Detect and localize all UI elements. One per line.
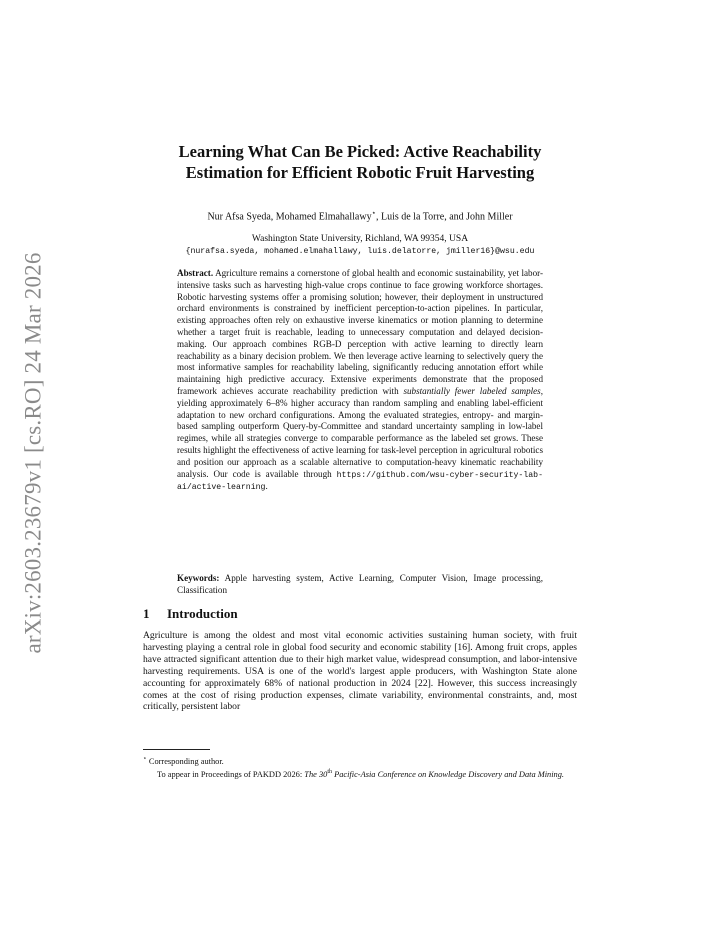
paper-title (140, 141, 580, 183)
abstract-label: Abstract. (177, 268, 214, 278)
affiliation: Washington State University, Richland, WA 99354, USA (251, 234, 469, 244)
section-number: 1 (143, 606, 150, 621)
footnote-corresponding (143, 754, 577, 767)
arxiv-sidebar (14, 252, 54, 654)
footnotes (143, 754, 577, 780)
abstract (177, 268, 543, 494)
keywords (177, 573, 543, 597)
footnote-corresponding-text: Corresponding author. (146, 756, 224, 766)
section-title: Introduction (167, 606, 238, 621)
arxiv-identifier: arXiv:2603.23679v1 [cs.RO] 24 Mar 2026 (21, 252, 47, 654)
code-link[interactable]: https://github.com/wsu-cyber-security-lab-ai/active-learning (177, 470, 543, 493)
abstract-end: . (265, 481, 268, 492)
section-heading-introduction (143, 606, 238, 622)
keywords-text: Apple harvesting system, Active Learning, Computer Vision, Image processing, Classification (177, 573, 543, 595)
title-line-2: Estimation for Efficient Robotic Fruit Harvesting (185, 163, 535, 182)
author-list (140, 207, 580, 223)
footnote-venue-name-b: Pacific-Asia Conference on Knowledge Discovery and Data Mining. (331, 770, 565, 779)
introduction-paragraph: Agriculture is among the oldest and most vital economic activities sustaining human society, with fruit harvesting playing a central role in global food security and economic stability [16]. Among fruit crops, apples have attracted significant attention due to their high market value, widespread consumption, and labor-intensive harvesting requirements. USA is one of the world's largest apple producers, with Washington State alone accounting for approximately 68% of national production in 2024 [22]. However, this success increasingly comes at the cost of rising production expenses, climate variability, environmental constraints, and, most critically, persistent labor (143, 630, 577, 713)
footnote-venue-name-a: The 30 (304, 770, 328, 779)
corresponding-mark: ⋆ (371, 209, 376, 217)
authors-rest: , Luis de la Torre, and John Miller (375, 211, 513, 223)
footnote-mark: ⋆ (143, 756, 147, 762)
authors-first: Nur Afsa Syeda, Mohamed Elmahallawy (207, 211, 372, 223)
abstract-text-2: , yielding approximately 6–8% higher accuracy than random sampling and enabling label-efficient adaptation to new orchard configurations. Among the evaluated strategies, entropy- and margin-based sampling outperform Query-by-Committee and standard uncertainty sampling in low-label regimes, while all strategies converge to comparable performance as the labeled set grows. These results highlight the effectiveness of active learning for task-level perception in agricultural robotics and position our approach as a scalable alternative to computation-heavy kinematic reachability analysis. Our code is available through (177, 385, 543, 479)
footnote-venue-prefix: To appear in Proceedings of PAKDD 2026: (157, 770, 305, 779)
keywords-label: Keywords: (177, 573, 220, 583)
footnote-venue-sup: th (327, 769, 332, 776)
footnote-rule (143, 749, 210, 750)
author-emails: {nurafsa.syeda, mohamed.elmahallawy, luis.delatorre, jmiller16}@wsu.edu (185, 247, 535, 256)
abstract-text-1: Agriculture remains a cornerstone of global health and economic sustainability, yet labor-intensive tasks such as harvesting high-value crops continue to face growing workforce shortages. Robotic harvesting systems offer a promising solution; however, their deployment in unstructured orchard environments is constrained by inefficient perception-to-action pipelines. In particular, existing approaches often rely on exhaustive inverse kinematics or motion planning to determine whether a target fruit is reachable, leading to unnecessary computation and delayed decision-making. Our approach combines RGB-D perception with active learning to directly learn reachability as a binary decision problem. We then leverage active learning to selectively query the most informative samples for reachability labeling, significantly reducing annotation effort while maintaining high predictive accuracy. Extensive experiments demonstrate that the proposed framework achieves accurate reachability prediction with (177, 268, 543, 396)
title-line-1: Learning What Can Be Picked: Active Reachability (178, 142, 542, 161)
footnote-venue (143, 767, 577, 780)
abstract-emphasis: substantially fewer labeled samples (403, 385, 541, 396)
